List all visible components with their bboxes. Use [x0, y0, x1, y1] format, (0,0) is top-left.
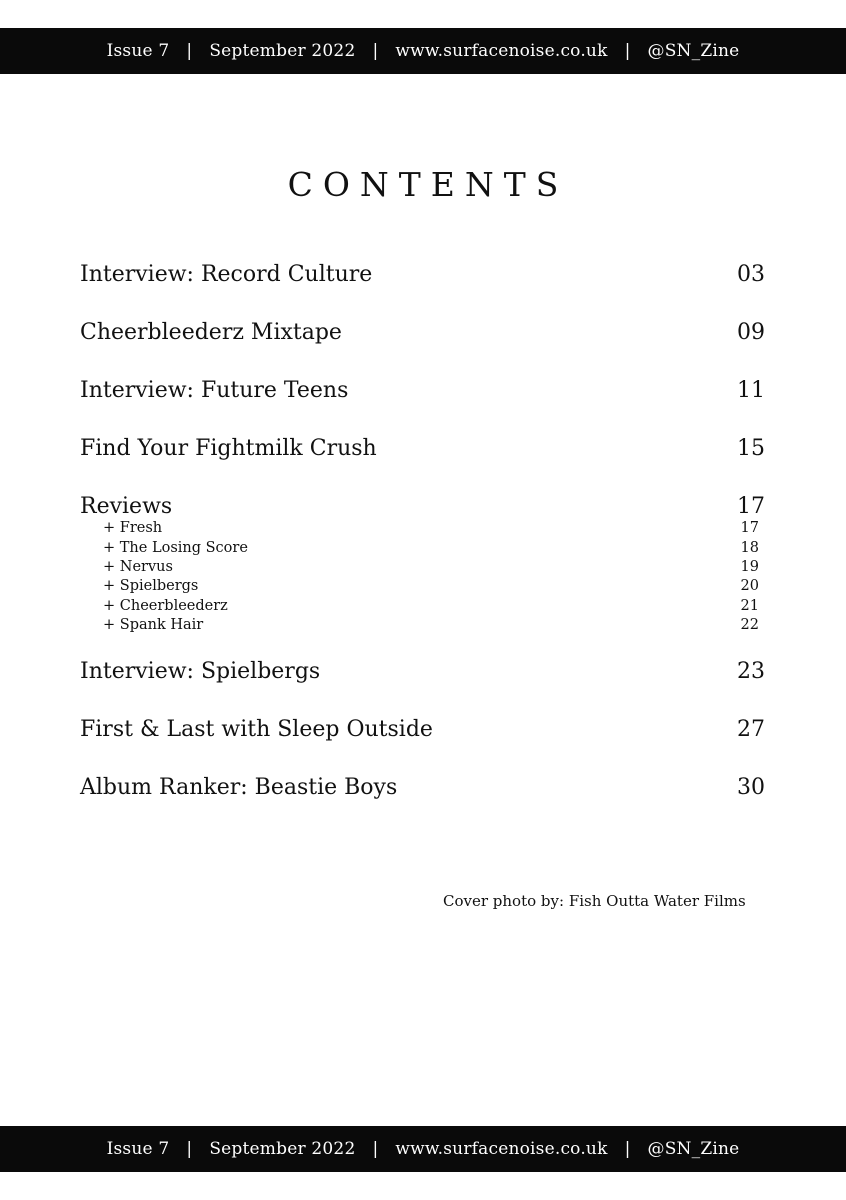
website-link[interactable]: www.surfacenoise.co.uk	[395, 1139, 608, 1159]
review-item-label: + Cheerbleederz	[103, 598, 228, 614]
toc-item[interactable]	[80, 262, 765, 287]
toc-item[interactable]	[80, 659, 765, 684]
review-item-label: + Spielbergs	[103, 578, 199, 594]
header-band	[0, 28, 846, 74]
review-item-page: 19	[740, 559, 759, 575]
review-item[interactable]	[103, 559, 759, 575]
separator: |	[624, 41, 631, 61]
review-item-page: 22	[740, 617, 759, 633]
review-item[interactable]	[103, 578, 759, 594]
social-handle[interactable]: @SN_Zine	[647, 41, 740, 61]
toc-item-page: 15	[737, 436, 765, 461]
review-item[interactable]	[103, 598, 759, 614]
website-link[interactable]: www.surfacenoise.co.uk	[395, 41, 608, 61]
toc-item[interactable]	[80, 775, 765, 800]
toc-item[interactable]	[80, 717, 765, 742]
social-handle[interactable]: @SN_Zine	[647, 1139, 740, 1159]
review-item-label: + Spank Hair	[103, 617, 204, 633]
separator: |	[186, 41, 193, 61]
review-item[interactable]	[103, 540, 759, 556]
review-item-label: + Nervus	[103, 559, 173, 575]
toc-item-label: Interview: Future Teens	[80, 378, 349, 403]
review-item-page: 21	[740, 598, 759, 614]
toc-item-label: Find Your Fightmilk Crush	[80, 436, 377, 461]
toc-item-page: 30	[737, 775, 765, 800]
toc-item[interactable]	[80, 378, 765, 403]
toc-item-label: Interview: Record Culture	[80, 262, 373, 287]
issue-date: September 2022	[209, 41, 356, 61]
toc-item[interactable]	[80, 436, 765, 461]
issue-date: September 2022	[209, 1139, 356, 1159]
review-item-page: 17	[740, 520, 759, 536]
footer-band	[0, 1126, 846, 1172]
cover-photo-credit: Cover photo by: Fish Outta Water Films	[443, 892, 746, 910]
review-item-label: + The Losing Score	[103, 540, 248, 556]
separator: |	[372, 1139, 379, 1159]
separator: |	[624, 1139, 631, 1159]
review-item[interactable]	[103, 617, 759, 633]
toc-item-page: 17	[737, 494, 765, 519]
toc-item-label: Album Ranker: Beastie Boys	[80, 775, 398, 800]
review-item-page: 18	[740, 540, 759, 556]
toc-item-label: First & Last with Sleep Outside	[80, 717, 433, 742]
issue-number: Issue 7	[106, 41, 170, 61]
toc-item-page: 27	[737, 717, 765, 742]
toc-item[interactable]	[80, 320, 765, 345]
toc-item-reviews[interactable]	[80, 494, 765, 519]
page-title: CONTENTS	[287, 165, 569, 204]
toc-item-page: 23	[737, 659, 765, 684]
toc-item-label: Interview: Spielbergs	[80, 659, 321, 684]
review-item-label: + Fresh	[103, 520, 163, 536]
review-item-page: 20	[740, 578, 759, 594]
toc-item-page: 09	[737, 320, 765, 345]
toc-item-label: Reviews	[80, 494, 173, 519]
toc-item-page: 03	[737, 262, 765, 287]
issue-number: Issue 7	[106, 1139, 170, 1159]
toc-item-label: Cheerbleederz Mixtape	[80, 320, 342, 345]
separator: |	[186, 1139, 193, 1159]
separator: |	[372, 41, 379, 61]
review-item[interactable]	[103, 520, 759, 536]
toc-item-page: 11	[737, 378, 765, 403]
